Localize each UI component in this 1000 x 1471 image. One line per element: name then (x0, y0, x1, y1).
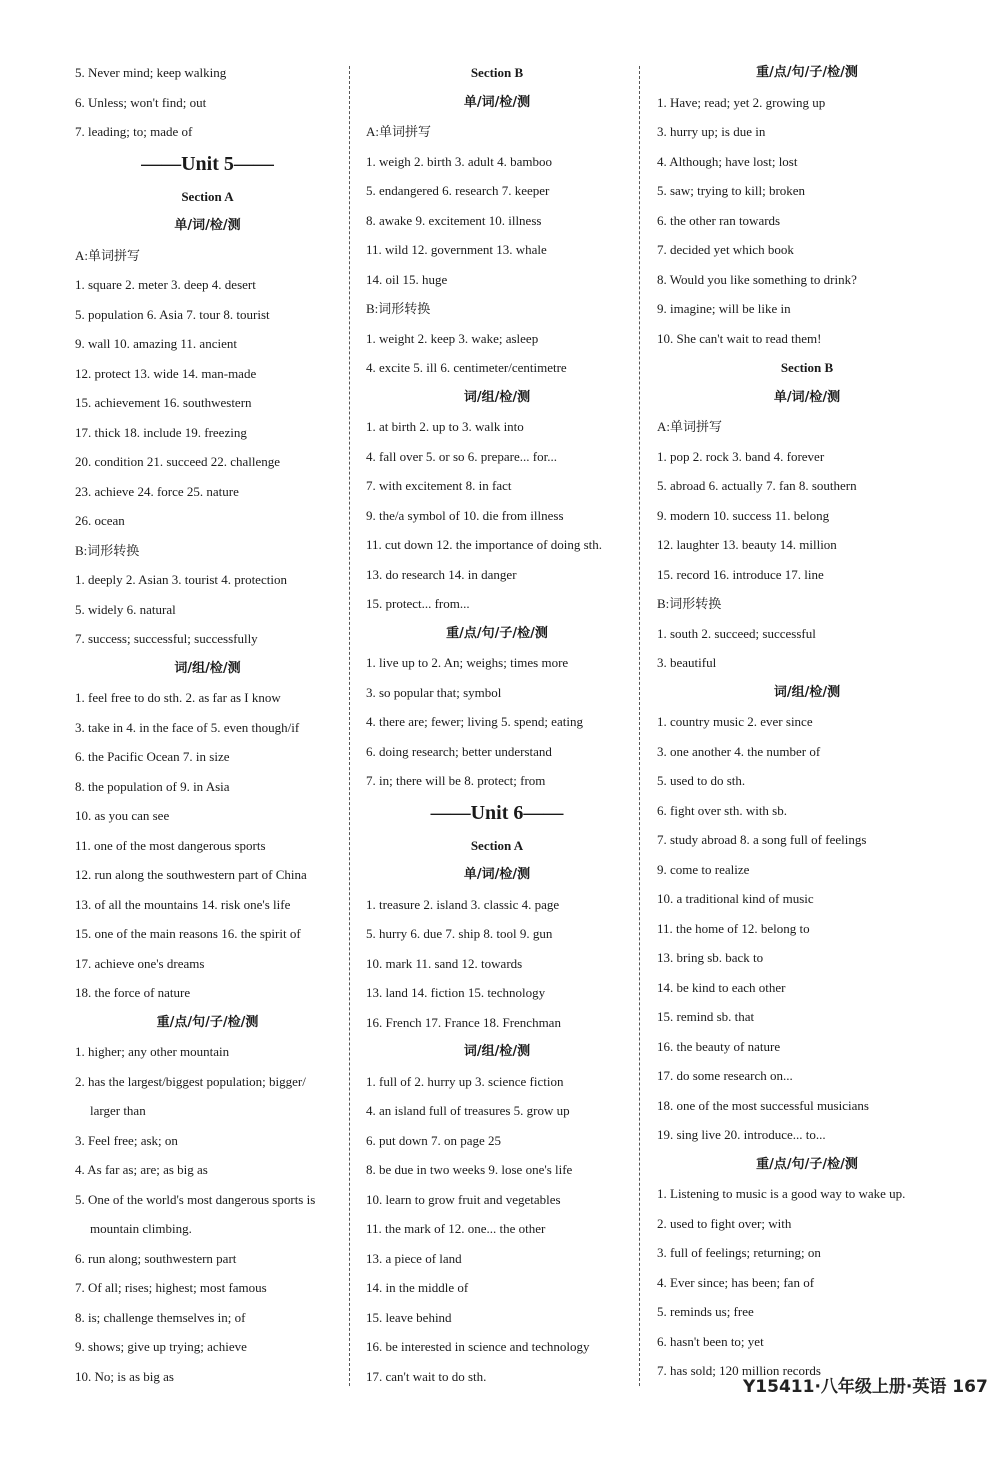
answer-line: B:词形转换 (366, 301, 431, 316)
answer-line: 17. achieve one's dreams (75, 955, 205, 971)
answer-line: 18. one of the most successful musicians (657, 1097, 869, 1113)
answer-line: 13. a piece of land (366, 1250, 462, 1266)
answer-line: 16. French 17. France 18. Frenchman (366, 1014, 561, 1030)
answer-line: 4. there are; fewer; living 5. spend; eating (366, 714, 583, 729)
section-title: Section B (470, 65, 524, 80)
answer-line: 13. land 14. fiction 15. technology (366, 985, 546, 1000)
answer-line: 9. the/a symbol of 10. die from illness (366, 507, 564, 523)
answer-line: 1. feel free to do sth. 2. as far as I know (75, 690, 281, 705)
answer-line: 10. as you can see (75, 808, 170, 823)
answer-line: 15. achievement 16. southwestern (75, 395, 252, 410)
answer-line: 6. run along; southwestern part (75, 1250, 237, 1266)
answer-line: 2. used to fight over; with (657, 1215, 792, 1231)
answer-line: 1. weight 2. keep 3. wake; asleep (366, 330, 539, 346)
answer-line: 6. doing research; better understand (366, 743, 552, 759)
answer-line: 11. wild 12. government 13. whale (366, 242, 547, 257)
answer-line: 7. study abroad 8. a song full of feelings (657, 832, 867, 847)
answer-line: 3. full of feelings; returning; on (657, 1245, 821, 1260)
answer-column-3 (657, 58, 957, 1386)
answer-line: 5. abroad 6. actually 7. fan 8. southern (657, 478, 857, 493)
section-title: Section A (470, 837, 524, 853)
answer-line: 12. protect 13. wide 14. man-made (75, 365, 257, 381)
answer-line: 6. hasn't been to; yet (657, 1333, 764, 1349)
answer-line: 19. sing live 20. introduce... to... (657, 1127, 826, 1142)
section-title: Section A (181, 188, 234, 204)
answer-line: 23. achieve 24. force 25. nature (75, 483, 239, 499)
answer-column-2 (366, 58, 628, 1391)
answer-line: 15. leave behind (366, 1309, 452, 1325)
answer-line: 5. hurry 6. due 7. ship 8. tool 9. gun (366, 926, 553, 941)
answer-line: 11. the home of 12. belong to (657, 920, 810, 936)
answer-line: 1. Listening to music is a good way to wake up. (657, 1186, 906, 1201)
answer-line: 10. learn to grow fruit and vegetables (366, 1191, 561, 1207)
answer-line: 7. in; there will be 8. protect; from (366, 773, 546, 788)
unit-title: ——Unit 5—— (141, 152, 274, 175)
answer-line: 16. be interested in science and technology (366, 1339, 590, 1354)
answer-line: 6. the Pacific Ocean 7. in size (75, 749, 230, 764)
answer-line: 1. higher; any other mountain (75, 1044, 230, 1059)
answer-line: 8. is; challenge themselves in; of (75, 1309, 246, 1325)
answer-line: 9. modern 10. success 11. belong (657, 507, 830, 523)
answer-line: 4. As far as; are; as big as (75, 1162, 208, 1177)
subsection-heading: 单/词/检/测 (174, 218, 241, 233)
answer-line: 8. awake 9. excitement 10. illness (366, 212, 542, 228)
answer-line: 15. record 16. introduce 17. line (657, 566, 824, 582)
answer-line: A:单词拼写 (657, 419, 723, 434)
answer-line: 3. beautiful (657, 655, 717, 670)
answer-line: 1. pop 2. rock 3. band 4. forever (657, 448, 825, 464)
answer-line: 17. thick 18. include 19. freezing (75, 424, 247, 440)
answer-line: 14. be kind to each other (657, 979, 786, 995)
answer-line: 17. do some research on... (657, 1068, 793, 1083)
subsection-heading: 词/组/检/测 (463, 389, 531, 405)
subsection-heading: 词/组/检/测 (463, 1044, 531, 1059)
column-divider (639, 66, 640, 1386)
column-divider (349, 66, 350, 1386)
answer-line: 4. Ever since; has been; fan of (657, 1274, 815, 1290)
answer-line: 5. Never mind; keep walking (75, 65, 227, 80)
answer-line: 1. Have; read; yet 2. growing up (657, 94, 826, 110)
answer-line: 14. oil 15. huge (366, 271, 448, 287)
answer-line: 10. She can't wait to read them! (657, 330, 822, 346)
answer-line: 13. of all the mountains 14. risk one's life (75, 896, 291, 912)
answer-line: 5. One of the world's most dangerous sports is (75, 1191, 316, 1207)
page-footer: Y15411·八年级上册·英语 167 (743, 1377, 988, 1397)
answer-line: 1. square 2. meter 3. deep 4. desert (75, 277, 256, 292)
answer-line: 6. fight over sth. with sb. (657, 802, 787, 818)
answer-line: 3. one another 4. the number of (657, 743, 821, 759)
answer-line: 26. ocean (75, 513, 125, 528)
subsection-heading: 单/词/检/测 (773, 389, 841, 405)
answer-line: 20. condition 21. succeed 22. challenge (75, 454, 281, 469)
answer-line: 8. the population of 9. in Asia (75, 778, 230, 794)
answer-line: 10. mark 11. sand 12. towards (366, 955, 523, 971)
answer-line: 18. the force of nature (75, 985, 191, 1000)
answer-line: 7. success; successful; successfully (75, 631, 258, 646)
subsection-heading: 词/组/检/测 (174, 660, 241, 676)
answer-line: 10. No; is as big as (75, 1368, 174, 1384)
answer-line: 4. excite 5. ill 6. centimeter/centimetre (366, 360, 567, 375)
answer-line: 1. deeply 2. Asian 3. tourist 4. protection (75, 572, 287, 587)
answer-line: 10. a traditional kind of music (657, 891, 814, 906)
answer-line: 12. laughter 13. beauty 14. million (657, 537, 837, 552)
answer-line: 3. hurry up; is due in (657, 124, 766, 139)
subsection-heading: 单/词/检/测 (463, 867, 531, 882)
answer-line: 5. used to do sth. (657, 773, 746, 788)
answer-line: 11. the mark of 12. one... the other (366, 1221, 546, 1236)
answer-line: 1. country music 2. ever since (657, 714, 813, 729)
answer-line: 13. do research 14. in danger (366, 566, 517, 582)
answer-line: 7. with excitement 8. in fact (366, 478, 512, 493)
answer-line: 15. one of the main reasons 16. the spirit of (75, 926, 301, 941)
answer-line: 5. widely 6. natural (75, 601, 176, 617)
answer-line: 9. imagine; will be like in (657, 301, 791, 316)
answer-line-continued: mountain climbing. (90, 1221, 192, 1236)
answer-line: 1. at birth 2. up to 3. walk into (366, 419, 524, 434)
answer-line: 16. the beauty of nature (657, 1038, 781, 1054)
answer-line: 7. leading; to; made of (75, 124, 193, 139)
answer-line: 3. so popular that; symbol (366, 684, 502, 700)
answer-line: 4. fall over 5. or so 6. prepare... for... (366, 448, 557, 464)
answer-line: 1. full of 2. hurry up 3. science fiction (366, 1073, 564, 1089)
answer-line: 7. Of all; rises; highest; most famous (75, 1280, 267, 1295)
answer-line: 5. population 6. Asia 7. tour 8. tourist (75, 306, 270, 322)
answer-line: 14. in the middle of (366, 1280, 469, 1295)
answer-line: 4. an island full of treasures 5. grow up (366, 1103, 570, 1118)
answer-line: 3. Feel free; ask; on (75, 1132, 178, 1148)
answer-line: 6. put down 7. on page 25 (366, 1132, 502, 1148)
subsection-heading: 单/词/检/测 (463, 94, 531, 110)
answer-line: 9. shows; give up trying; achieve (75, 1339, 247, 1354)
answer-line: 11. one of the most dangerous sports (75, 837, 266, 853)
subsection-heading: 词/组/检/测 (773, 684, 841, 700)
subsection-heading: 重/点/句/子/检/测 (446, 625, 548, 641)
answer-line: 15. remind sb. that (657, 1009, 755, 1024)
answer-line: 5. reminds us; free (657, 1304, 754, 1319)
answer-line: 11. cut down 12. the importance of doing sth. (366, 537, 603, 552)
answer-line: B:词形转换 (657, 596, 722, 611)
answer-line: 15. protect... from... (366, 596, 470, 611)
answer-line: A:单词拼写 (75, 247, 141, 263)
answer-line: 6. the other ran towards (657, 212, 781, 228)
answer-line-continued: larger than (90, 1103, 146, 1118)
answer-line: 8. be due in two weeks 9. lose one's life (366, 1162, 573, 1177)
answer-line: B:词形转换 (75, 542, 140, 558)
section-title: Section B (780, 360, 834, 375)
unit-title: ——Unit 6—— (430, 801, 564, 824)
answer-line: 13. bring sb. back to (657, 950, 764, 965)
subsection-heading: 重/点/句/子/检/测 (156, 1014, 259, 1030)
answer-line: 1. weigh 2. birth 3. adult 4. bamboo (366, 153, 552, 169)
answer-line: 7. has sold; 120 million records (657, 1363, 821, 1378)
answer-line: 9. wall 10. amazing 11. ancient (75, 336, 237, 351)
answer-line: 17. can't wait to do sth. (366, 1368, 487, 1384)
answer-line: 9. come to realize (657, 861, 750, 877)
answer-line: 8. Would you like something to drink? (657, 271, 857, 287)
answer-line: 12. run along the southwestern part of China (75, 867, 307, 882)
answer-line: 5. endangered 6. research 7. keeper (366, 183, 550, 198)
subsection-heading: 重/点/句/子/检/测 (756, 1156, 858, 1172)
answer-line: 1. south 2. succeed; successful (657, 625, 816, 641)
answer-line: 5. saw; trying to kill; broken (657, 183, 806, 198)
answer-line: 3. take in 4. in the face of 5. even though/if (75, 719, 300, 735)
answer-line: 6. Unless; won't find; out (75, 94, 207, 110)
answer-line: 1. live up to 2. An; weighs; times more (366, 655, 569, 670)
answer-column-1 (75, 58, 340, 1391)
answer-line: 1. treasure 2. island 3. classic 4. page (366, 896, 560, 912)
answer-line: 4. Although; have lost; lost (657, 153, 798, 169)
answer-line: 7. decided yet which book (657, 242, 794, 257)
answer-line: 2. has the largest/biggest population; bigger/ (75, 1073, 306, 1089)
subsection-heading: 重/点/句/子/检/测 (756, 65, 858, 80)
answer-line: A:单词拼写 (366, 124, 432, 139)
